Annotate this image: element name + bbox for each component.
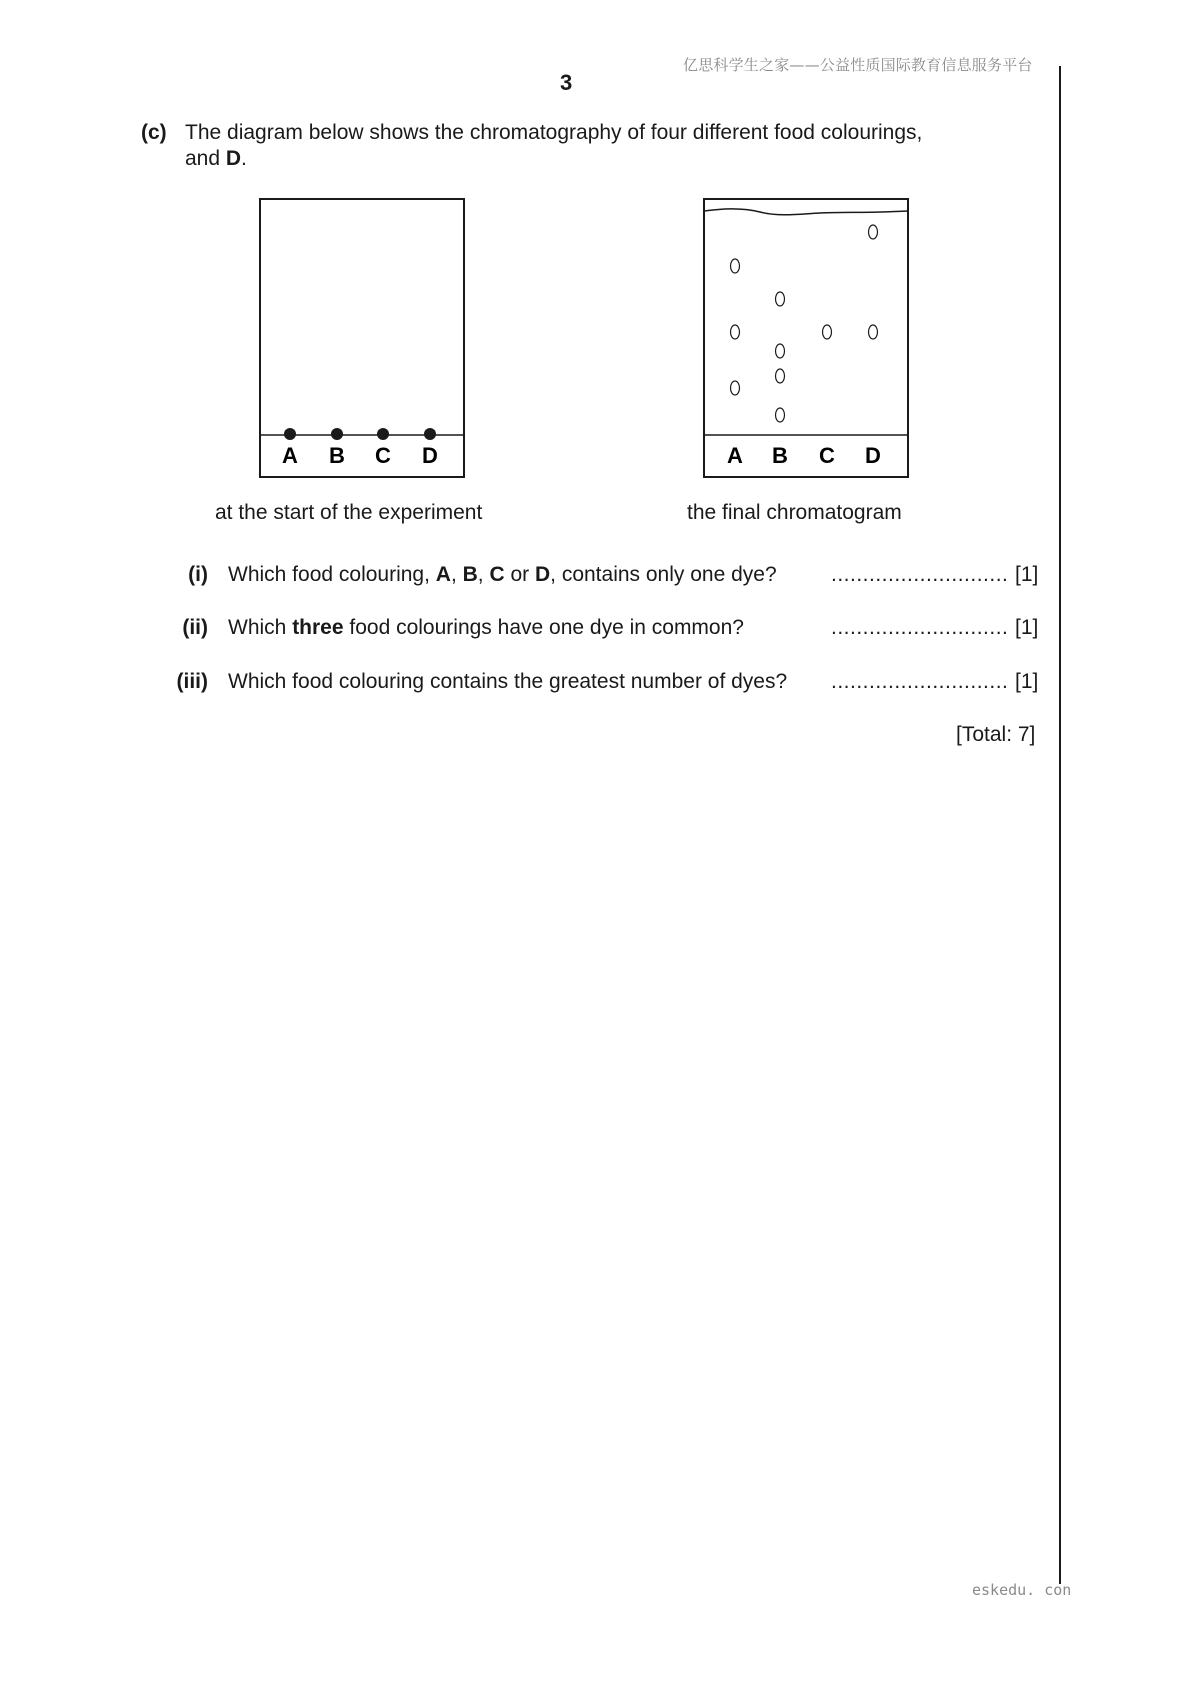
watermark-footer: eskedu. con — [972, 1581, 1072, 1599]
q-part-bold: A — [435, 563, 451, 586]
subquestion-text — [228, 563, 777, 587]
answer-line[interactable]: ............................ — [831, 563, 1009, 586]
q-part: Which food colouring contains the greatest number of dyes? — [228, 670, 788, 693]
subquestion-text — [228, 616, 744, 640]
intro-prefix: and — [185, 147, 226, 170]
question-part-label: (c) — [141, 121, 167, 144]
q-part-bold: D — [534, 563, 551, 586]
final-lane-label-c: C — [819, 443, 835, 468]
q-part-bold: three — [292, 616, 344, 639]
final-paper — [704, 199, 908, 477]
intro-suffix: . — [241, 147, 247, 170]
q-part: or — [504, 563, 535, 586]
chromatography-diagram — [0, 0, 1190, 560]
q-part-bold: C — [489, 563, 505, 586]
spot-a-3 — [731, 381, 740, 395]
answer-line[interactable]: ............................ — [831, 670, 1009, 693]
solvent-front — [704, 209, 908, 215]
q-part: Which food colouring, — [228, 563, 436, 586]
spot-d-1 — [869, 225, 878, 239]
total-marks: [Total: 7] — [956, 723, 1036, 746]
spot-a-1 — [731, 259, 740, 273]
q-part: Which — [228, 616, 293, 639]
final-lane-label-d: D — [865, 443, 881, 468]
start-lane-label-a: A — [282, 443, 298, 468]
marks-label: [1] — [1015, 616, 1039, 639]
start-spot-c — [377, 428, 389, 440]
question-intro-line-1: The diagram below shows the chromatography of four different food colourings, — [185, 121, 923, 144]
start-caption: at the start of the experiment — [215, 501, 483, 524]
subquestion-text — [228, 670, 787, 694]
subquestion-number: (iii) — [176, 670, 208, 693]
spot-b-4 — [776, 408, 785, 422]
q-part-bold: B — [462, 563, 478, 586]
start-lane-label-d: D — [422, 443, 438, 468]
marks-label: [1] — [1015, 563, 1039, 586]
start-spot-a — [284, 428, 296, 440]
spot-b-3 — [776, 369, 785, 383]
start-spot-b — [331, 428, 343, 440]
marks-label: [1] — [1015, 670, 1039, 693]
spot-d-2 — [869, 325, 878, 339]
final-lane-label-a: A — [727, 443, 743, 468]
spot-c-1 — [823, 325, 832, 339]
q-part: food colourings have one dye in common? — [343, 616, 744, 639]
spot-b-2 — [776, 344, 785, 358]
start-paper — [260, 199, 464, 477]
subquestion-number: (i) — [188, 563, 208, 586]
spot-a-2 — [731, 325, 740, 339]
final-lane-label-b: B — [772, 443, 788, 468]
page-number: 3 — [560, 70, 573, 95]
q-part: , contains only one dye? — [550, 563, 777, 586]
subquestion-number: (ii) — [182, 616, 208, 639]
intro-bold-letter: D — [225, 147, 242, 170]
start-lane-label-b: B — [329, 443, 345, 468]
start-spot-d — [424, 428, 436, 440]
answer-line[interactable]: ............................ — [831, 616, 1009, 639]
final-caption: the final chromatogram — [687, 501, 902, 524]
watermark-header: 亿思科学生之家——公益性质国际教育信息服务平台 — [683, 56, 1033, 74]
spot-b-1 — [776, 292, 785, 306]
q-part: , — [450, 563, 463, 586]
start-lane-label-c: C — [375, 443, 391, 468]
q-part: , — [477, 563, 490, 586]
